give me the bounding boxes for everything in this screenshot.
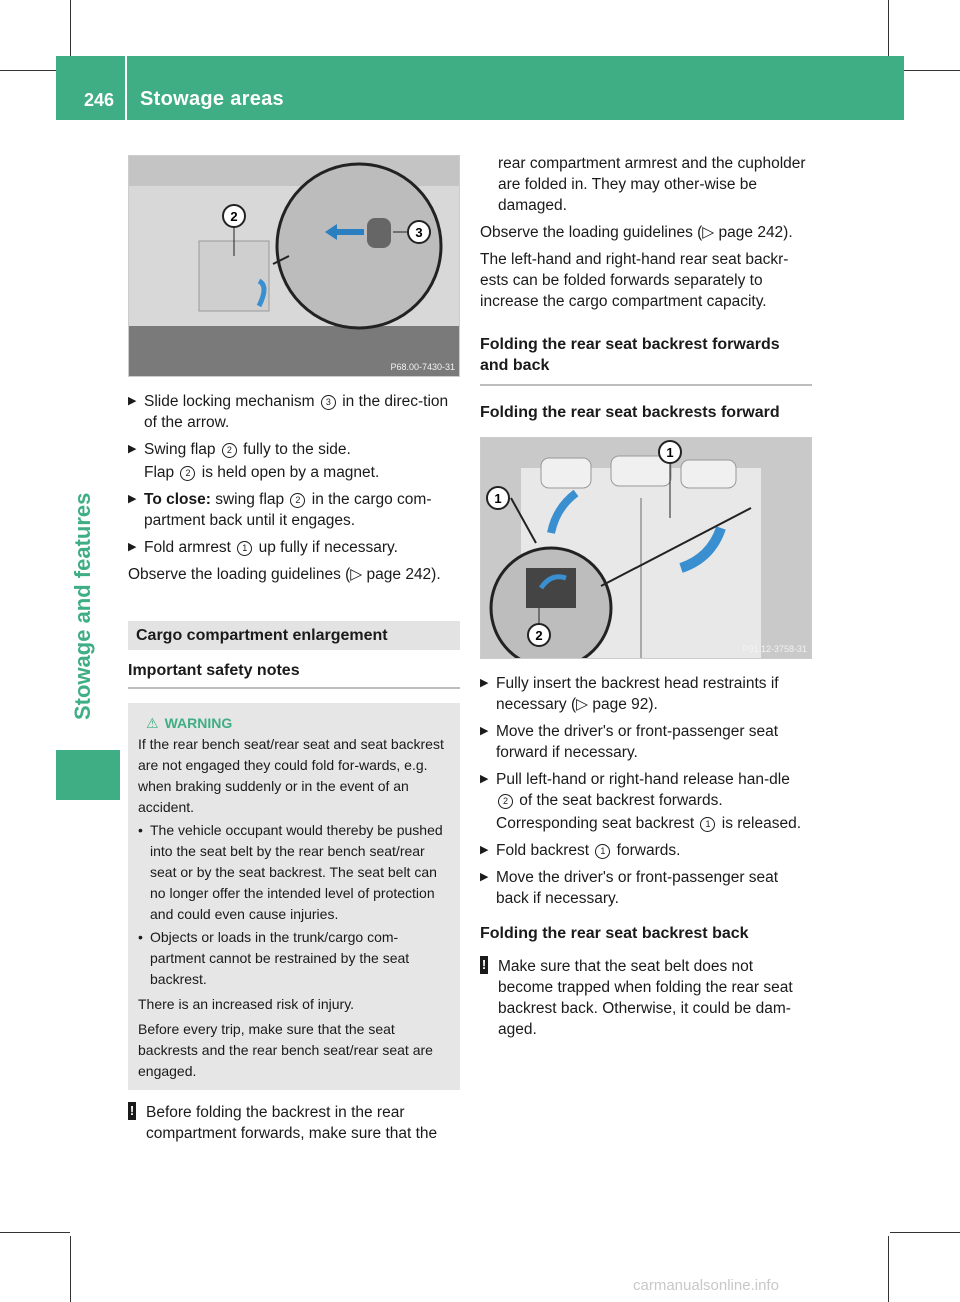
page-number: 246 [84,90,115,110]
step-text: in the cargo com-partment back until it engages. [144,491,432,529]
observe-guidelines: Observe the loading guidelines (▷ page 242). [480,224,793,241]
warning-icon: ⚠ [146,715,159,731]
svg-text:2: 2 [535,628,543,643]
warning-bullet: • Objects or loads in the trunk/cargo com-partment cannot be restrained by the seat backrest. [138,927,450,990]
step-slide-lock [128,391,460,433]
crop-mark [890,1232,960,1233]
step-text: Flap [144,464,179,481]
heading-folding-forward: Folding the rear seat backrests forward [480,404,780,421]
step-subtext [144,462,460,483]
heading-folding-main: Folding the rear seat backrest forwards and back [480,334,812,386]
warning-advice: Before every trip, make sure that the seat backrests and the rear bench seat/rear seat are engaged. [138,1021,433,1079]
step-bold-label: To close: [144,491,211,508]
heading-cargo-enlargement: Cargo compartment enlargement [128,621,460,650]
step-move-seat-back [480,867,812,909]
warning-title [138,713,450,734]
step-fold-armrest [128,537,460,558]
step-text: forwards. [612,842,681,859]
step-text: Swing flap [144,441,220,458]
header-divider [125,56,127,120]
section-title: Stowage areas [140,88,284,110]
step-text: Pull left-hand or right-hand release han-dle [496,771,790,788]
step-text: fully to the side. [238,441,351,458]
step-subtext [496,813,812,834]
figure-code: P68.00-7430-31 [390,362,455,372]
step-fold-backrest [480,840,812,861]
callout-number: 1 [595,844,610,859]
callout-number: 2 [222,443,237,458]
step-text: of the seat backrest forwards. [515,792,723,809]
note-continuation: rear compartment armrest and the cupholder are folded in. They may other-wise be damaged. [498,155,806,214]
callout-number: 2 [180,466,195,481]
callout-number: 2 [498,794,513,809]
step-text: Slide locking mechanism [144,393,319,410]
figure-rear-seat [480,437,812,659]
warning-intro: If the rear bench seat/rear seat and seat backrest are not engaged they could fold for-wards, e.g. when braking suddenly or in the event of an accident. [138,736,444,815]
step-text: is held open by a magnet. [197,464,380,481]
svg-text:1: 1 [666,445,674,460]
heading-folding-back: Folding the rear seat backrest back [480,925,749,942]
callout-number: 3 [321,395,336,410]
step-text: up fully if necessary. [254,539,398,556]
left-column [128,155,460,1156]
svg-text:3: 3 [415,225,423,240]
step-text: Fully insert the backrest head restraints if necessary (▷ page 92). [496,675,779,713]
step-text: Fold backrest [496,842,594,859]
step-to-close [128,489,460,531]
note-seat-belt: ! Make sure that the seat belt does not become trapped when folding the rear seat backrest back. Otherwise, it could be dam-aged. [480,956,812,1040]
observe-guidelines: Observe the loading guidelines (▷ page 242). [128,566,441,583]
right-column [480,153,812,1052]
watermark: carmanualsonline.info [633,1277,779,1294]
step-pull-release-handle [480,769,812,834]
intro-paragraph: The left-hand and right-hand rear seat backr-ests can be folded forwards separately to increase the cargo compartment capacity. [480,251,789,310]
callout-number: 2 [290,493,305,508]
callout-number: 1 [700,817,715,832]
warning-box [128,703,460,1090]
svg-text:1: 1 [494,491,502,506]
step-move-seat-forward [480,721,812,763]
step-text: Move the driver's or front-passenger seat forward if necessary. [496,723,779,761]
chapter-tab-block [56,750,120,800]
step-text: Move the driver's or front-passenger seat back if necessary. [496,869,779,907]
step-text: swing flap [210,491,289,508]
step-insert-head-restraints [480,673,812,715]
step-text: in the direc-tion of the arrow. [144,393,449,431]
step-text: Fold armrest [144,539,236,556]
step-swing-flap [128,439,460,483]
svg-text:2: 2 [230,209,238,224]
chapter-tab [56,120,120,1300]
crop-mark [888,1236,889,1302]
figure-code: P91.12-3758-31 [742,644,807,654]
warning-bullet: • The vehicle occupant would thereby be pushed into the seat belt by the rear bench seat/rear seat or by the seat backrest. The seat belt can no longer offer the intended level of protection and could even cause injuries. [138,820,450,925]
step-text: is released. [717,815,802,832]
chapter-tab-label: Stowage and features [70,492,95,720]
figure-locking-mechanism [128,155,460,377]
callout-number: 1 [237,541,252,556]
heading-safety-notes: Important safety notes [128,660,460,689]
warning-title-text: WARNING [164,715,233,731]
note-fold-backrest: ! Before folding the backrest in the rear compartment forwards, make sure that the [128,1102,460,1144]
step-text: Corresponding seat backrest [496,815,699,832]
warning-risk: There is an increased risk of injury. [138,996,355,1012]
